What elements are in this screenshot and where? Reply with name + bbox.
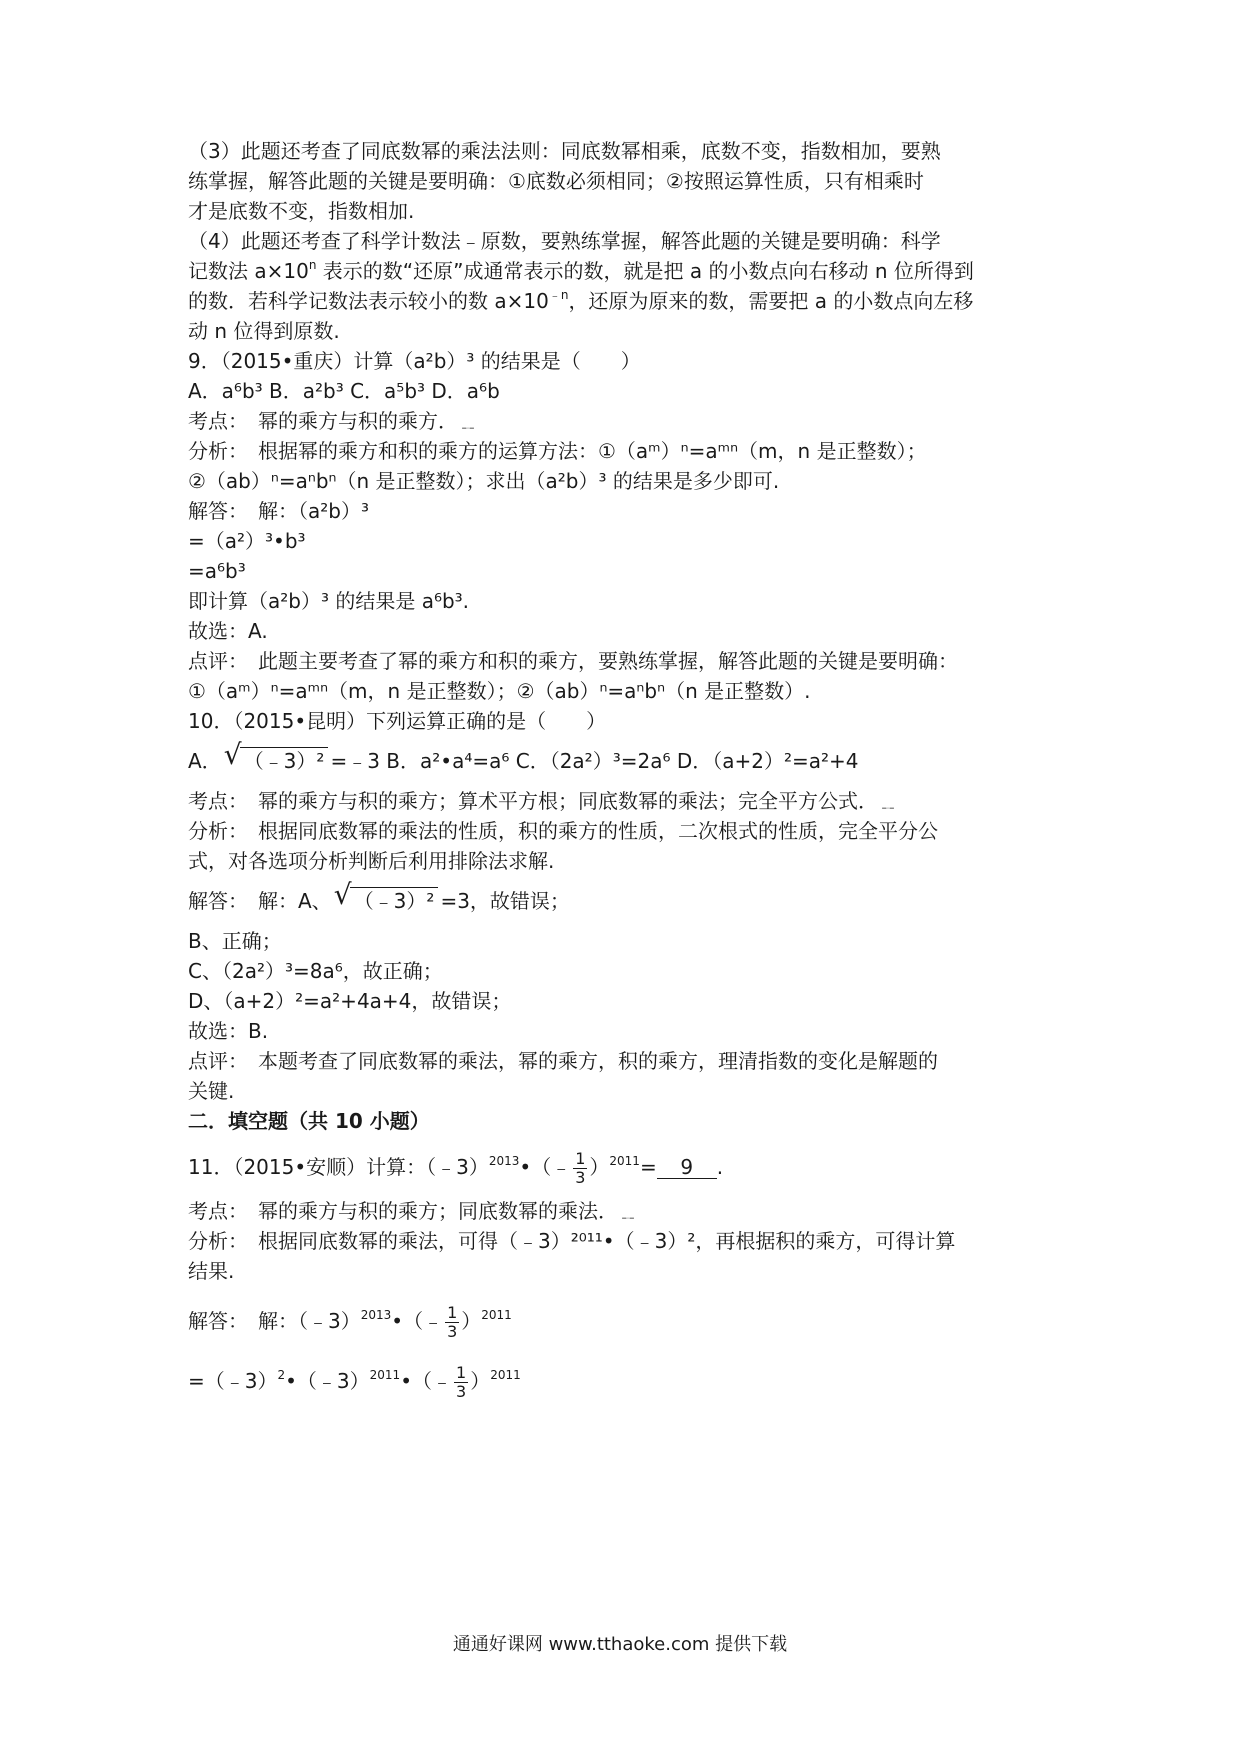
question-10-analysis: 式，对各选项分析判断后利用排除法求解. — [188, 849, 555, 873]
question-9-analysis: 分析： 根据幂的乘方和积的乘方的运算方法：①（aᵐ）ⁿ=aᵐⁿ（m，n 是正整数）； — [188, 439, 927, 463]
question-11-analysis: 分析： 根据同底数幂的乘法，可得（﹣3）²⁰¹¹•（﹣3）²，再根据积的乘方，可得计算 — [188, 1229, 956, 1253]
fraction: $\frac{1}{3}$ — [456, 1363, 467, 1401]
question-9-analysis: ②（ab）ⁿ=aⁿbⁿ（n 是正整数）；求出（a²b）³ 的结果是多少即可. — [188, 469, 780, 493]
question-10-answer: B、正确； — [188, 929, 282, 953]
text-line: 才是底数不变，指数相加. — [188, 199, 415, 223]
question-10-title: 10．（2015•昆明）下列运算正确的是（ ） — [188, 709, 607, 733]
question-9-title: 9．（2015•重庆）计算（a²b）³ 的结果是（ ） — [188, 349, 641, 373]
question-9-options: A．a⁶b³ B．a²b³ C．a⁵b³ D．a⁶b — [188, 379, 500, 403]
question-10-comment: 点评： 本题考查了同底数幂的乘法，幂的乘方，积的乘方，理清指数的变化是解题的 — [188, 1049, 938, 1073]
question-11-kaodian: 考点： 幂的乘方与积的乘方；同底数幂的乘法．﹎ — [188, 1199, 638, 1223]
text-line: 记数法 $a\times 10^n$ 表示的数“还原”成通常表示的数，就是把 a 的小数点向右移动 n 位所得到 — [188, 258, 974, 283]
page-footer: 通通好课网 www.tthaoke.com 提供下载 — [452, 1634, 788, 1655]
question-10-analysis: 分析： 根据同底数幂的乘法的性质，积的乘方的性质，二次根式的性质，完全平分公 — [188, 819, 938, 843]
question-9-answer: =a⁶b³ — [188, 559, 246, 583]
sqrt-expression: √ （﹣3）² — [334, 886, 439, 916]
text-line: 的数．若科学记数法表示较小的数 $a\times 10^{﹣n}$，还原为原来的数，需要把 a 的小数点向左移 — [188, 288, 974, 313]
text-line: （4）此题还考查了科学计数法﹣原数，要熟练掌握，解答此题的关键是要明确：科学 — [188, 229, 941, 253]
text-line: 练掌握，解答此题的关键是要明确：①底数必须相同；②按照运算性质，只有相乘时 — [188, 169, 924, 193]
question-11-analysis: 结果. — [188, 1259, 235, 1283]
question-10-comment: 关键. — [188, 1079, 235, 1103]
question-10-answer: C、（2a²）³=8a⁶，故正确； — [188, 959, 443, 983]
question-9-answer: 解答： 解：（a²b）³ — [188, 499, 369, 523]
section-heading: 二．填空题（共 10 小题） — [188, 1109, 430, 1133]
text-line: （3）此题还考查了同底数幂的乘法法则：同底数幂相乘，底数不变，指数相加，要熟 — [188, 139, 941, 163]
question-9-comment: ①（aᵐ）ⁿ=aᵐⁿ（m，n 是正整数）；②（ab）ⁿ=aⁿbⁿ（n 是正整数）. — [188, 679, 811, 703]
fraction: $\frac{1}{3}$ — [575, 1149, 586, 1187]
question-10-choice: 故选：B. — [188, 1019, 269, 1043]
sqrt-expression: √ （﹣3）² — [224, 746, 329, 776]
question-10-answer: 解答： 解：A、 √ （﹣3）² =3，故错误； — [188, 886, 1088, 916]
question-10-kaodian: 考点： 幂的乘方与积的乘方；算术平方根；同底数幂的乘法；完全平方公式．﹎ — [188, 789, 898, 813]
question-11-title: 11．（2015•安顺）计算：（﹣3）$^{2013}$•（﹣ $\frac{1}{3}$ ）$^{2011}$= 9 . — [188, 1149, 724, 1187]
fraction: $\frac{1}{3}$ — [447, 1303, 458, 1341]
question-9-answer: =（a²）³•b³ — [188, 529, 306, 553]
question-11-answer: 解答： 解：（﹣3）$^{2013}$•（﹣ $\frac{1}{3}$ ）$^{2011}$ — [188, 1303, 512, 1341]
question-9-answer: 即计算（a²b）³ 的结果是 a⁶b³. — [188, 589, 470, 613]
question-9-choice: 故选：A. — [188, 619, 268, 643]
text-line: 动 n 位得到原数. — [188, 319, 340, 343]
question-10-answer: D、（a+2）²=a²+4a+4，故错误； — [188, 989, 512, 1013]
answer-blank: 9 — [657, 1156, 717, 1179]
question-11-answer: =（﹣3）$^2$•（﹣3）$^{2011}$•（﹣ $\frac{1}{3}$ ）$^{2011}$ — [188, 1363, 521, 1401]
question-9-comment: 点评： 此题主要考查了幂的乘方和积的乘方，要熟练掌握，解答此题的关键是要明确： — [188, 649, 958, 673]
question-10-options: A． √ （﹣3）² =﹣3 B．a²•a⁴=a⁶ C．（2a²）³=2a⁶ D．（a+2）²=a²+4 — [188, 746, 1088, 776]
question-9-kaodian: 考点： 幂的乘方与积的乘方．﹎ — [188, 409, 478, 433]
